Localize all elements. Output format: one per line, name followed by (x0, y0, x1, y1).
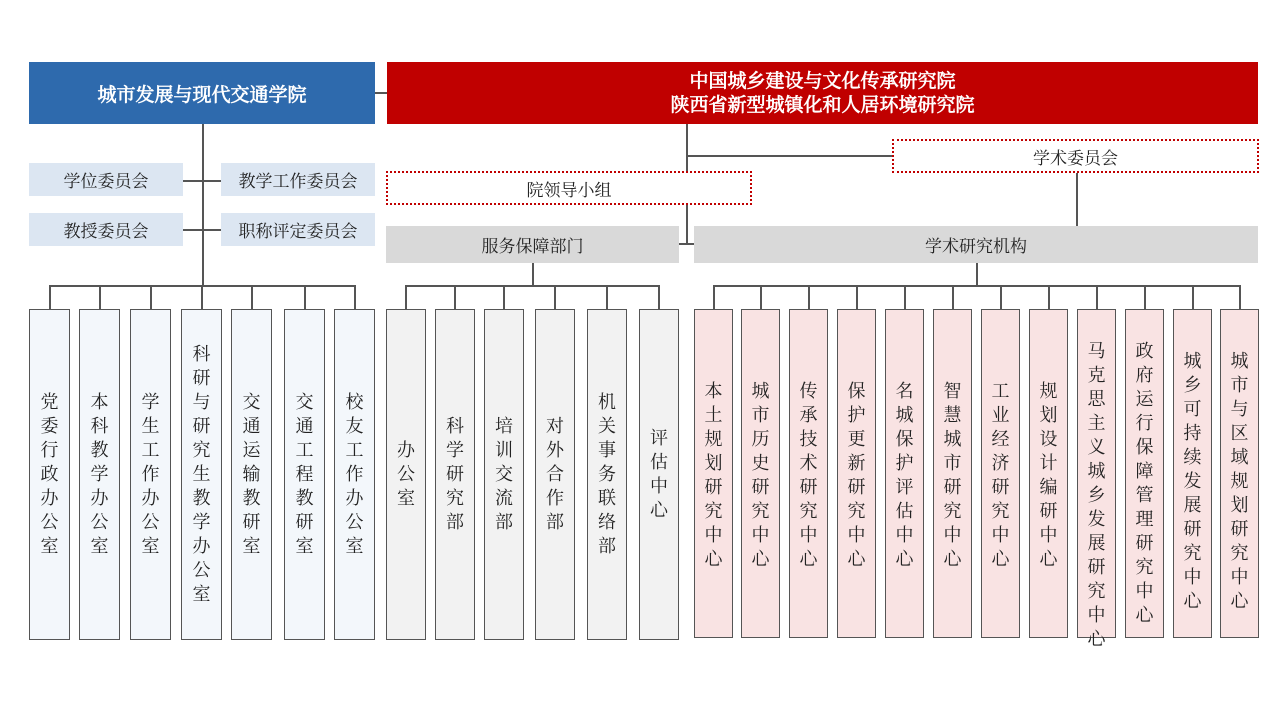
connector-drop (454, 285, 456, 309)
connector-drop (503, 285, 505, 309)
research-center-box (741, 309, 780, 638)
research-center-box-label: 本土规划研究中心 (704, 381, 723, 570)
office-box-label: 交通工程教研室 (295, 391, 314, 557)
research-center-box (1029, 309, 1068, 638)
research-center-box (837, 309, 876, 638)
office-box-label: 本科教学办公室 (90, 391, 109, 557)
research-center-box-label: 工业经济研究中心 (991, 381, 1010, 570)
connector-drop (1192, 285, 1194, 309)
research-center-box (694, 309, 733, 638)
connector-headers (375, 92, 387, 94)
office-box-label: 党委行政办公室 (40, 391, 59, 557)
institute-header (387, 62, 1258, 124)
connector-drop (856, 285, 858, 309)
research-center-box (981, 309, 1020, 638)
connector-drop (1096, 285, 1098, 309)
institute-header-line2: 陕西省新型城镇化和人居环境研究院 (670, 94, 975, 116)
research-center-box (1173, 309, 1212, 638)
research-center-box-label: 城乡可持续发展研究中心 (1183, 351, 1202, 612)
connector-drop (251, 285, 253, 309)
office-box (29, 309, 70, 640)
research-center-box-label: 名城保护评估中心 (895, 381, 914, 570)
research-center-box (885, 309, 924, 638)
service-unit-box (639, 309, 679, 640)
service-unit-box (587, 309, 627, 640)
connector-drop (1239, 285, 1241, 309)
research-center-box (1077, 309, 1116, 650)
connector-committee-bottom (183, 229, 221, 231)
office-box-label: 科研与研究生教学办公室 (192, 343, 211, 605)
connector-academic-down (1076, 173, 1078, 226)
research-center-box-label: 城市与区域规划研究中心 (1230, 351, 1249, 612)
office-box (284, 309, 325, 640)
connector-drop (760, 285, 762, 309)
connector-drop (49, 285, 51, 309)
research-center-box-label: 保护更新研究中心 (847, 381, 866, 570)
connector-drop (1048, 285, 1050, 309)
research-center-box (789, 309, 828, 638)
service-unit-box-label: 培训交流部 (495, 415, 513, 533)
college-header (29, 62, 375, 124)
connector-drop (354, 285, 356, 309)
connector-drop (658, 285, 660, 309)
service-dept-bar: 服务保障部门 (386, 226, 679, 263)
connector-drop (713, 285, 715, 309)
institute-header-line1: 中国城乡建设与文化传承研究院 (689, 70, 956, 92)
research-center-box-label: 传承技术研究中心 (799, 381, 818, 570)
research-center-box-label: 城市历史研究中心 (751, 381, 770, 570)
connector-drop (808, 285, 810, 309)
connector-service-hbar (405, 285, 659, 287)
connector-service-research (679, 243, 694, 245)
connector-academic (686, 155, 892, 157)
service-unit-box (386, 309, 426, 640)
research-center-box-label: 马克思主义城乡发展研究中心 (1087, 341, 1106, 650)
research-center-box (1125, 309, 1164, 638)
service-unit-box-label: 办公室 (397, 439, 415, 509)
office-box (130, 309, 171, 640)
research-center-box-label: 政府运行保障管理研究中心 (1135, 341, 1154, 626)
connector-service-down (532, 263, 534, 286)
service-unit-box (435, 309, 475, 640)
connector-drop (99, 285, 101, 309)
research-center-box-label: 规划设计编研中心 (1039, 381, 1058, 570)
connector-drop (606, 285, 608, 309)
service-unit-box-label: 对外合作部 (546, 415, 564, 533)
office-box (231, 309, 272, 640)
connector-committee-top (183, 180, 221, 182)
college-header-text: 城市发展与现代交通学院 (97, 83, 307, 106)
office-box-label: 校友工作办公室 (345, 391, 364, 557)
connector-drop (201, 285, 203, 309)
leadership-group: 院领导小组 (386, 171, 752, 205)
connector-research-hbar (713, 285, 1241, 287)
service-unit-box-label: 科学研究部 (446, 415, 464, 533)
service-unit-box-label: 评估中心 (650, 427, 668, 521)
committee-professors: 教授委员会 (29, 213, 183, 246)
connector-drop (1000, 285, 1002, 309)
connector-drop (554, 285, 556, 309)
connector-left-trunk (202, 124, 204, 286)
committee-degree: 学位委员会 (29, 163, 183, 196)
committee-teaching: 教学工作委员会 (221, 163, 375, 196)
committee-title-evaluation: 职称评定委员会 (221, 213, 375, 246)
service-unit-box-label: 机关事务联络部 (598, 391, 616, 557)
office-box-label: 学生工作办公室 (141, 391, 160, 557)
office-box (181, 309, 222, 640)
research-center-box (933, 309, 972, 638)
connector-drop (150, 285, 152, 309)
office-box (334, 309, 375, 640)
connector-drop (952, 285, 954, 309)
research-center-box-label: 智慧城市研究中心 (943, 381, 962, 570)
connector-research-down (976, 263, 978, 286)
service-unit-box (484, 309, 524, 640)
research-center-box (1220, 309, 1259, 638)
connector-drop (405, 285, 407, 309)
academic-committee: 学术委员会 (892, 139, 1259, 173)
office-box (79, 309, 120, 640)
office-box-label: 交通运输教研室 (242, 391, 261, 557)
research-orgs-bar: 学术研究机构 (694, 226, 1258, 263)
connector-drop (904, 285, 906, 309)
connector-drop (1144, 285, 1146, 309)
connector-drop (304, 285, 306, 309)
service-unit-box (535, 309, 575, 640)
